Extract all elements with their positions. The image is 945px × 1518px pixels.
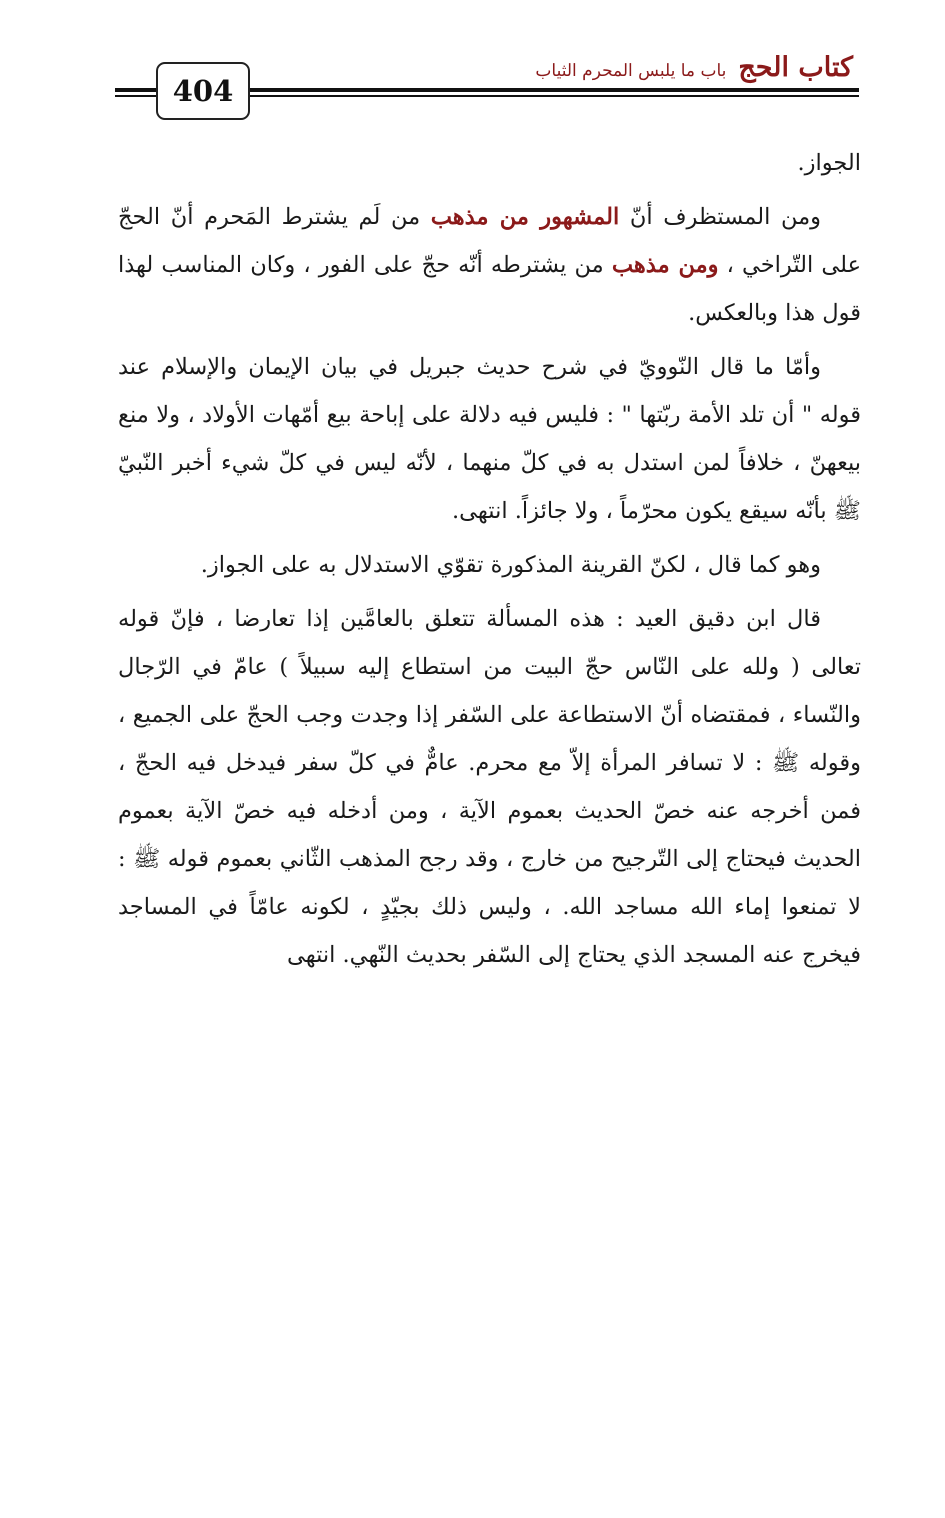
text-segment: الجواز. <box>797 150 861 176</box>
paragraph <box>118 595 861 979</box>
text-segment: وهو كما قال ، لكنّ القرينة المذكورة تقوّي الاستدلال به على الجواز. <box>200 552 821 578</box>
text-segment: من لَم يشترط المَحرم أنّ الحجّ على التّراخي ، <box>118 204 861 278</box>
text-segment: ومن المستظرف أنّ <box>619 204 821 230</box>
text-segment: قال ابن دقيق العيد : هذه المسألة تتعلق بالعامَّين إذا تعارضا ، فإنّ قوله تعالى ( ولله على النّاس حجّ البيت من استطاع إليه سبيلاً ) عامّ في الرّجال والنّساء ، فمقتضاه أنّ الاستطاعة على السّفر إذا وجدت وجب الحجّ على الجميع ، وقوله ﷺ : لا تسافر المرأة إلاّ مع محرم. عامٌّ في كلّ سفر فيدخل فيه الحجّ ، فمن أخرجه عنه خصّ الحديث بعموم الآية ، ومن أدخله فيه خصّ الآية بعموم الحديث فيحتاج إلى التّرجيح من خارج ، وقد رجح المذهب الثّاني بعموم قوله ﷺ : لا تمنعوا إماء الله مساجد الله. ، وليس ذلك بجيّدٍ ، لكونه عامّاً في المساجد فيخرج عنه المسجد الذي يحتاج إلى السّفر بحديث النّهي. انتهى <box>118 606 861 968</box>
body-text <box>118 139 861 985</box>
paragraph <box>118 541 861 589</box>
page-header <box>0 0 945 140</box>
running-title <box>535 52 853 83</box>
page-number: 404 <box>156 62 250 120</box>
text-segment: من يشترطه أنّه حجّ على الفور ، وكان المناسب لهذا قول هذا وبالعكس. <box>118 252 861 326</box>
paragraph <box>118 343 861 535</box>
text-segment: وأمّا ما قال النّوويّ في شرح حديث جبريل في بيان الإيمان والإسلام عند قوله " أن تلد الأمة ربّتها " : فليس فيه دلالة على إباحة بيع أمّهات الأولاد ، ولا منع بيعهنّ ، خلافاً لمن استدل به في كلّ منهما ، لأنّه ليس في كلّ شيء أخبر النّبيّ ﷺ بأنّه سيقع يكون محرّماً ، ولا جائزاً. انتهى. <box>118 354 861 524</box>
highlighted-phrase: المشهور من مذهب <box>430 204 620 230</box>
book-title: كتاب الحج <box>738 52 853 83</box>
paragraph <box>118 139 861 187</box>
chapter-title: باب ما يلبس المحرم الثياب <box>535 61 727 81</box>
highlighted-phrase: ومن مذهب <box>611 252 719 278</box>
paragraph <box>118 193 861 337</box>
